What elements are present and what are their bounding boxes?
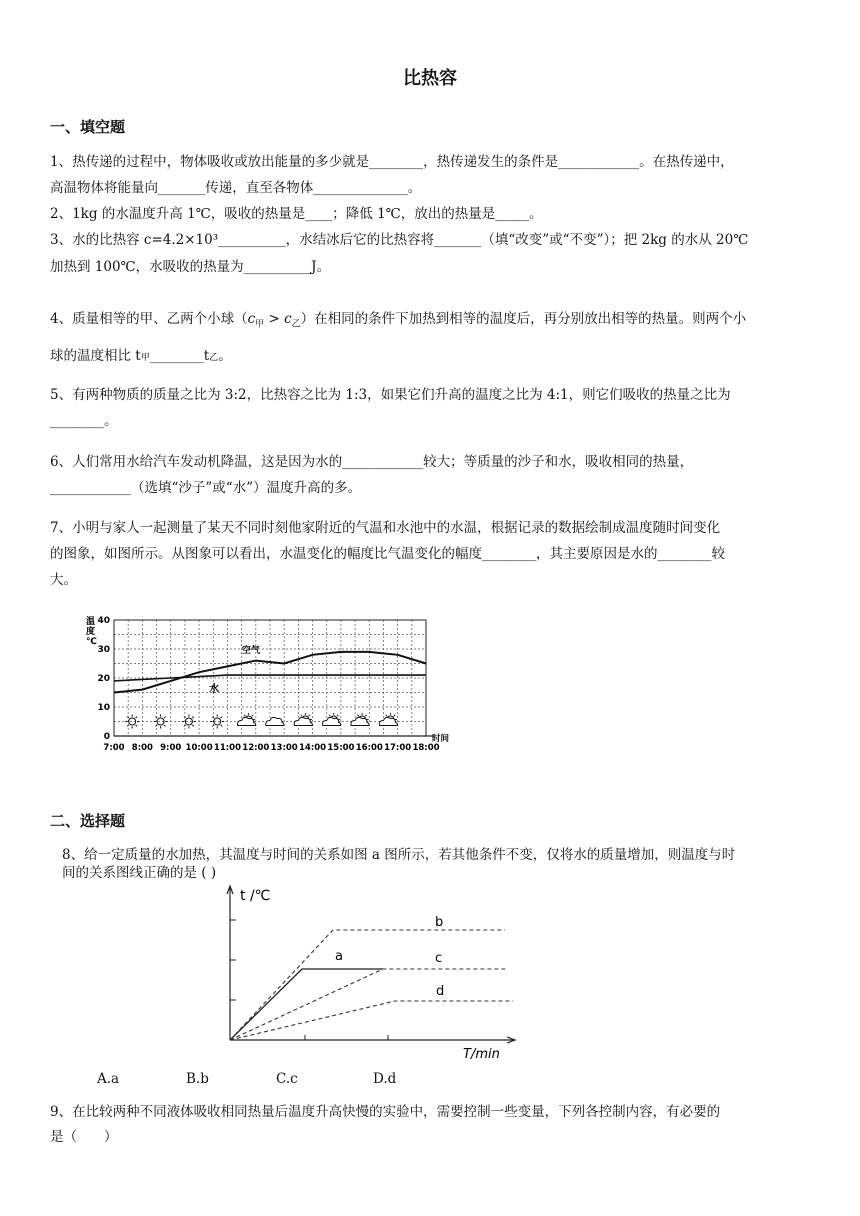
sun-ray bbox=[164, 717, 166, 719]
x-tick-label: 7:00 bbox=[103, 743, 125, 753]
sun-ray bbox=[156, 717, 158, 719]
y-axis-label: ℃ bbox=[86, 637, 97, 647]
sun-ray bbox=[156, 725, 158, 727]
sun-ray bbox=[164, 725, 166, 727]
x-tick-label: 17:00 bbox=[384, 743, 412, 753]
water-line-label: 水 bbox=[209, 684, 220, 695]
sun-icon bbox=[125, 715, 139, 729]
sun-icon bbox=[182, 715, 196, 729]
x-tick-label: 10:00 bbox=[185, 743, 213, 753]
air-line-label: 空气 bbox=[241, 645, 260, 656]
sun-ray bbox=[221, 725, 223, 727]
q4-text-c: 球的温度相比 t bbox=[50, 348, 141, 364]
option-d[interactable]: D.d bbox=[373, 1071, 397, 1087]
cloud-shape bbox=[237, 717, 255, 725]
option-b[interactable]: B.b bbox=[186, 1071, 209, 1087]
question-9-line-1: 9、在比较两种不同液体吸收相同热量后温度升高快慢的实验中，需要控制一些变量，下列各控制内容，有必要的 bbox=[50, 1104, 721, 1120]
sun-ray bbox=[337, 715, 338, 716]
sun-ray bbox=[357, 715, 358, 716]
cloud-shape bbox=[351, 717, 369, 725]
sun-ray bbox=[127, 725, 129, 727]
question-1-line-1: 1、热传递的过程中，物体吸收或放出能量的多少就是________，热传递发生的条件是____________。在热传递中， bbox=[50, 154, 734, 170]
y-tick-label: 30 bbox=[97, 645, 110, 655]
chart1-labels bbox=[86, 615, 450, 753]
x-tick-label: 8:00 bbox=[131, 743, 153, 753]
line-label-b: b bbox=[435, 915, 444, 930]
y-tick-label: 0 bbox=[103, 732, 110, 742]
question-9-line-2: 是（ ） bbox=[50, 1129, 118, 1145]
sun-cloud-icon bbox=[237, 713, 255, 726]
x-tick-label: 16:00 bbox=[355, 743, 383, 753]
cloud-shape bbox=[294, 717, 312, 725]
page-title: 比热容 bbox=[403, 68, 457, 89]
sun-ray bbox=[329, 715, 330, 716]
x-tick-label: 11:00 bbox=[213, 743, 241, 753]
question-8-line-2: 间的关系图线正确的是 ( ) bbox=[62, 865, 217, 881]
sun-ray bbox=[221, 717, 223, 719]
line-b bbox=[230, 930, 505, 1040]
x-tick-label: 14:00 bbox=[299, 743, 327, 753]
question-3-line-1: 3、水的比热容 c=4.2×10³__________，水结冰后它的比热容将_______（填“改变”或“不变”）；把 2kg 的水从 20℃ bbox=[50, 232, 749, 248]
y-tick-label: 10 bbox=[97, 703, 110, 713]
question-1-line-2: 高温物体将能量向_______传递，直至各物体______________。 bbox=[50, 180, 422, 196]
sun-ray bbox=[184, 725, 186, 727]
q4-text-d: ________t bbox=[149, 348, 210, 364]
line-label-c: c bbox=[435, 951, 443, 966]
line-label-d: d bbox=[436, 984, 445, 999]
q4-sub-yi: 乙 bbox=[209, 353, 219, 363]
option-c[interactable]: C.c bbox=[276, 1071, 298, 1087]
temperature-time-chart bbox=[80, 608, 460, 764]
question-7-line-2: 的图象，如图所示。从图象可以看出，水温变化的幅度比气温变化的幅度________，其主要原因是水的________较 bbox=[50, 546, 725, 562]
x-tick-label: 12:00 bbox=[242, 743, 270, 753]
cloud-icon bbox=[266, 717, 284, 725]
heating-curve-chart bbox=[195, 880, 540, 1060]
question-6-line-1: 6、人们常用水给汽车发动机降温，这是因为水的____________较大；等质量的沙子和水，吸收相同的热量， bbox=[50, 454, 694, 470]
question-8-line-1: 8、给一定质量的水加热，其温度与时间的关系如图 a 图所示，若其他条件不变，仅将水的质量增加，则温度与时 bbox=[62, 847, 736, 863]
y-tick-label: 40 bbox=[97, 616, 110, 626]
sun-ray bbox=[386, 715, 387, 716]
x-tick-label: 9:00 bbox=[160, 743, 182, 753]
question-5-line-1: 5、有两种物质的质量之比为 3:2，比热容之比为 1:3，如果它们升高的温度之比为 4:1，则它们吸收的热量之比为 bbox=[50, 387, 731, 403]
y-axis-label: 温 bbox=[86, 617, 96, 627]
x-axis-label: T/min bbox=[463, 1047, 500, 1060]
section-heading-fill-blank: 一、填空题 bbox=[50, 118, 126, 136]
sun-icon bbox=[210, 715, 224, 729]
sun-ray bbox=[192, 717, 194, 719]
question-3-line-2: 加热到 100℃，水吸收的热量为__________J。 bbox=[50, 259, 331, 275]
sun-ray bbox=[394, 715, 395, 716]
sun-cloud-icon bbox=[351, 713, 369, 726]
sun-ray bbox=[212, 717, 214, 719]
cloud-shape bbox=[266, 717, 284, 725]
y-axis-label: t /℃ bbox=[240, 888, 271, 904]
sun-ray bbox=[309, 715, 310, 716]
question-2: 2、1kg 的水温度升高 1℃，吸收的热量是____；降低 1℃，放出的热量是_____。 bbox=[50, 206, 543, 222]
option-a[interactable]: A.a bbox=[97, 1071, 120, 1087]
sun-ray bbox=[252, 715, 253, 716]
line-label-a: a bbox=[335, 949, 343, 964]
sun-ray bbox=[192, 725, 194, 727]
x-tick-label: 15:00 bbox=[327, 743, 355, 753]
sun-cloud-icon bbox=[294, 713, 312, 726]
sun-ray bbox=[244, 715, 245, 716]
chart2-content bbox=[227, 886, 515, 1060]
sun-ray bbox=[136, 725, 138, 727]
y-tick-label: 20 bbox=[97, 674, 110, 684]
question-5-line-2: ________。 bbox=[50, 413, 118, 429]
chart1-weather-icons bbox=[125, 713, 397, 729]
cloud-shape bbox=[323, 717, 341, 725]
section-heading-choice: 二、选择题 bbox=[50, 812, 126, 830]
y-axis-label: 度 bbox=[86, 627, 96, 637]
q4-sub-jia: 甲 bbox=[140, 353, 150, 363]
sun-ray bbox=[127, 717, 129, 719]
q4-text-a: 4、质量相等的甲、乙两个小球（ bbox=[50, 311, 248, 327]
sun-ray bbox=[212, 725, 214, 727]
question-7-line-3: 大。 bbox=[50, 572, 77, 588]
sun-cloud-icon bbox=[379, 713, 397, 726]
sun-icon bbox=[154, 715, 168, 729]
cloud-shape bbox=[379, 717, 397, 725]
q4-text-b: ）在相同的条件下加热到相等的温度后，再分别放出相等的热量。则两个小 bbox=[300, 311, 747, 327]
question-4-line-1 bbox=[50, 308, 746, 336]
x-tick-label: 18:00 bbox=[412, 743, 440, 753]
sun-ray bbox=[184, 717, 186, 719]
math-c: c bbox=[247, 311, 256, 327]
line-c bbox=[230, 969, 507, 1040]
q4-text-e: 。 bbox=[218, 348, 232, 364]
question-4-line-2 bbox=[50, 345, 232, 369]
math-c-2: c bbox=[284, 311, 292, 327]
math-gt: > bbox=[264, 311, 285, 327]
sun-ray bbox=[136, 717, 138, 719]
x-tick-label: 13:00 bbox=[270, 743, 298, 753]
math-sub-yi: 乙 bbox=[291, 319, 301, 330]
math-sub-jia: 甲 bbox=[255, 319, 265, 330]
x-axis-label: 时间 bbox=[432, 734, 450, 744]
line-d bbox=[230, 1001, 513, 1040]
sun-ray bbox=[301, 715, 302, 716]
question-7-line-1: 7、小明与家人一起测量了某天不同时刻他家附近的气温和水池中的水温，根据记录的数据绘制成温度随时间变化 bbox=[50, 520, 721, 536]
sun-ray bbox=[365, 715, 366, 716]
question-6-line-2: ____________（选填“沙子”或“水”）温度升高的多。 bbox=[50, 480, 362, 496]
sun-cloud-icon bbox=[323, 713, 341, 726]
